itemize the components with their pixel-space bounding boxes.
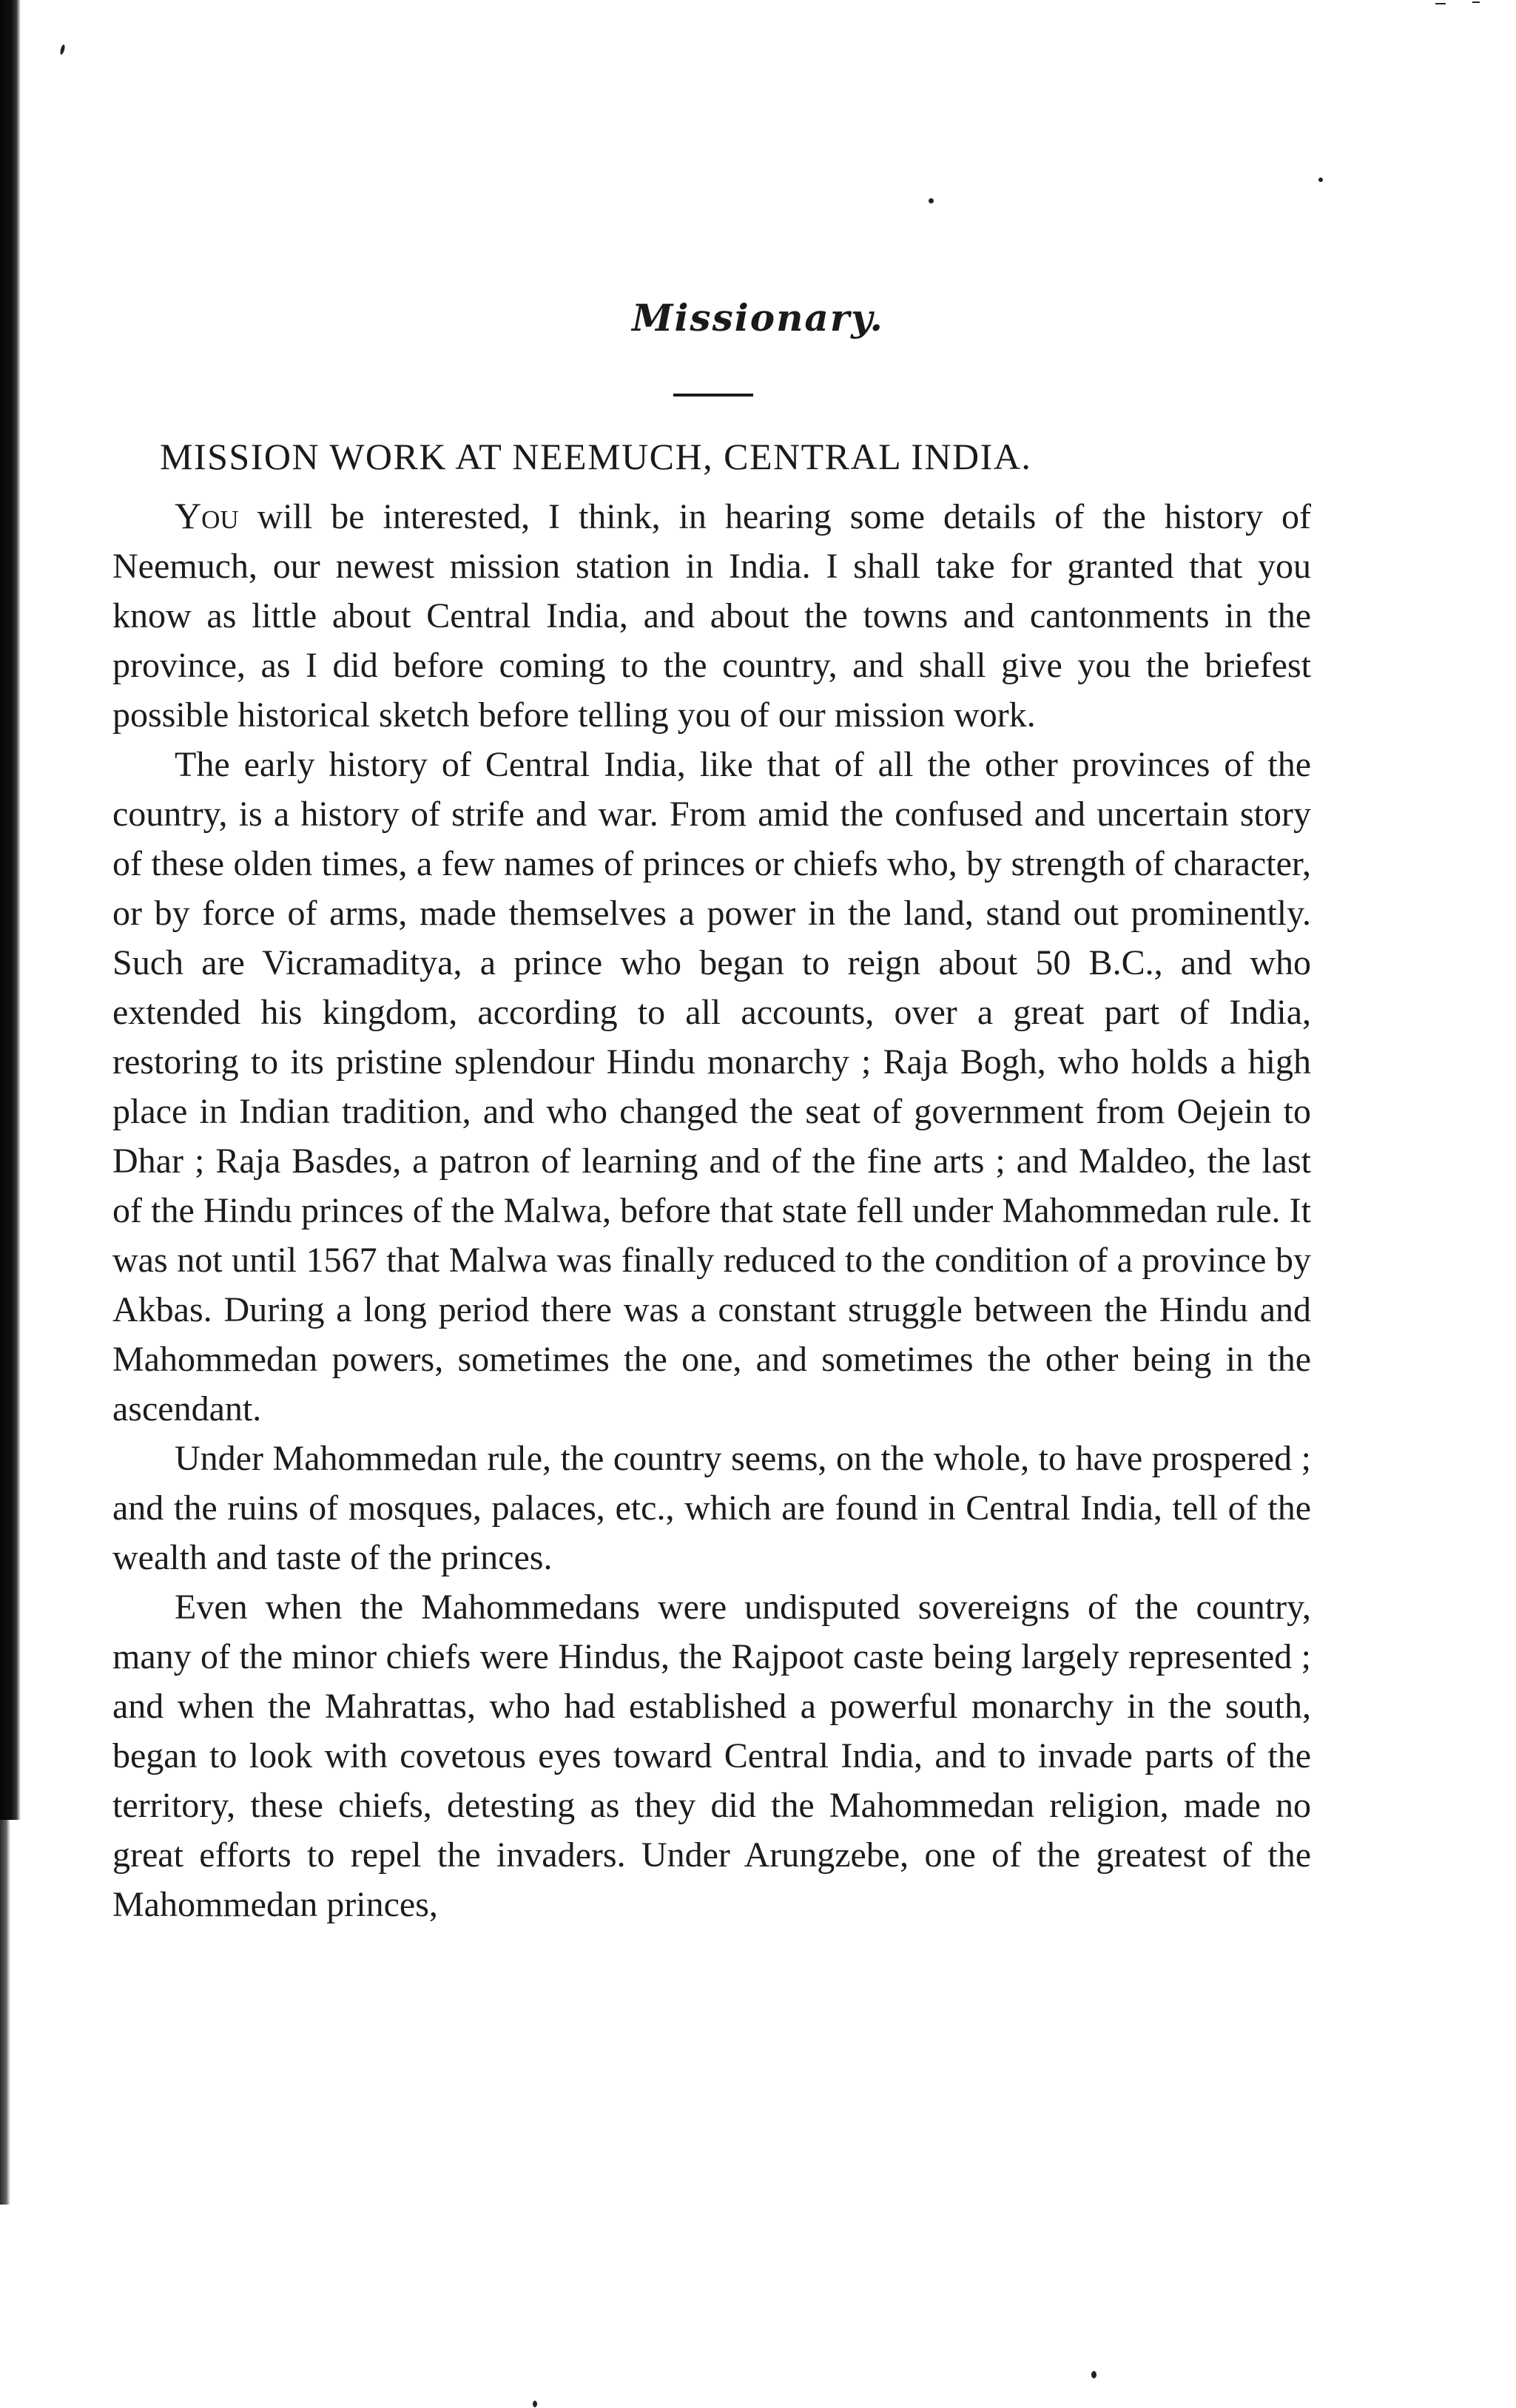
article-title: MISSION WORK AT NEEMUCH, CENTRAL INDIA.	[160, 436, 1032, 477]
heading-rule	[673, 394, 753, 397]
ink-speck	[59, 44, 65, 55]
article-body	[112, 491, 1311, 1929]
ink-speck	[533, 2401, 537, 2407]
opening-word: You	[175, 495, 239, 536]
binding-edge-shadow-lower	[0, 1820, 10, 2205]
paragraph-4: Even when the Mahommedans were undisputed sovereigns of the country, many of the minor chiefs were Hindus, the Rajpoot caste being largely represented ; and when the Mahrattas, who had established a powerful monarchy in the south, began to look with covetous eyes toward Central India, and to invade parts of the territory, these chiefs, detesting as they did the Mahommedan religion, made no great efforts to repel the invaders. Under Arungzebe, one of the greatest of the Mahommedan princes,	[112, 1588, 1311, 1924]
ink-speck	[1318, 178, 1323, 182]
ink-speck	[1472, 1, 1480, 3]
section-heading: Missionary.	[632, 296, 884, 340]
ink-speck	[1435, 3, 1446, 4]
paragraph-2: The early history of Central India, like that of all the other provinces of the country, is a history of strife and war. From amid the confused and uncertain story of these olden times, a few names of princes or chiefs who, by strength of character, or by force of arms, made themselves a power in the land, stand out prominently. Such are Vicramaditya, a prince who began to reign about 50 B.C., and who extended his kingdom, according to all accounts, over a great part of India, restoring to its pristine splendour Hindu monarchy ; Raja Bogh, who holds a high place in Indian tradition, and who changed the seat of government from Oejein to Dhar ; Raja Basdes, a patron of learning and of the fine arts ; and Maldeo, the last of the Hindu princes of the Malwa, before that state fell under Mahommedan rule. It was not until 1567 that Malwa was finally reduced to the condition of a province by Akbas. During a long period there was a constant struggle between the Hindu and Mahommedan powers, sometimes the one, and sometimes the other being in the ascendant.	[112, 745, 1311, 1429]
ink-speck	[929, 198, 934, 203]
paragraph-1	[112, 491, 1311, 740]
binding-edge-shadow	[0, 0, 21, 1820]
paragraph-1-text: will be interested, I think, in hearing some details of the history of Neemuch, our newest mission station in India. I shall take for granted that you know as little about Central India, and about the towns and cantonments in the province, as I did before coming to the country, and shall give you the briefest possible historical sketch before telling you of our mission work.	[112, 497, 1311, 735]
ink-speck	[1091, 2371, 1096, 2378]
paragraph-3: Under Mahommedan rule, the country seems, on the whole, to have prospered ; and the ruins of mosques, palaces, etc., which are found in Central India, tell of the wealth and taste of the princes.	[112, 1439, 1311, 1577]
